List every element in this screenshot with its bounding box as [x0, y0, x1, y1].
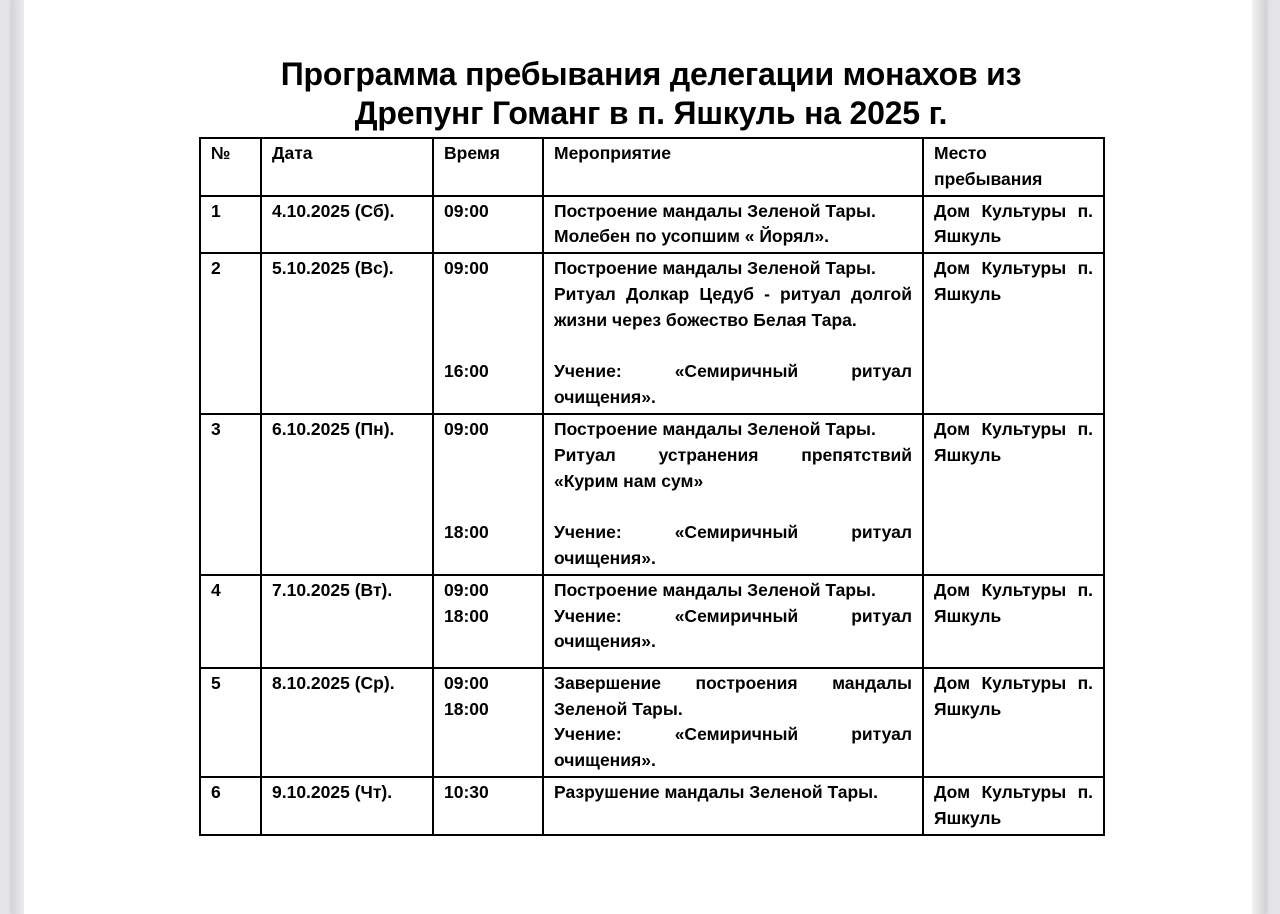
cell-event: Разрушение мандалы Зеленой Тары.	[543, 777, 923, 835]
document-title	[12, 55, 1280, 133]
cell-date: 6.10.2025 (Пн).	[261, 414, 433, 575]
cell-time: 09:00 18:00	[433, 575, 543, 668]
table-row	[200, 777, 1104, 835]
table-row	[200, 575, 1104, 668]
table-header-row	[200, 138, 1104, 196]
header-date: Дата	[261, 138, 433, 196]
page-edge-right	[1252, 0, 1266, 914]
cell-num: 2	[200, 253, 261, 414]
cell-date: 5.10.2025 (Вс).	[261, 253, 433, 414]
table-row	[200, 196, 1104, 254]
table-row	[200, 414, 1104, 575]
cell-num: 5	[200, 668, 261, 777]
cell-place: Дом Культуры п. Яшкуль	[923, 414, 1104, 575]
document-page	[12, 0, 1266, 914]
page-edge-left	[12, 0, 24, 914]
cell-time: 09:00 16:00	[433, 253, 543, 414]
header-time: Время	[433, 138, 543, 196]
cell-event: Построение мандалы Зеленой Тары. Молебен по усопшим « Йорял».	[543, 196, 923, 254]
cell-event: Завершение построения мандалы Зеленой Тары. Учение: «Семиричный ритуал очищения».	[543, 668, 923, 777]
table-row	[200, 668, 1104, 777]
cell-num: 3	[200, 414, 261, 575]
cell-place: Дом Культуры п. Яшкуль	[923, 777, 1104, 835]
cell-date: 4.10.2025 (Сб).	[261, 196, 433, 254]
header-event: Мероприятие	[543, 138, 923, 196]
cell-num: 4	[200, 575, 261, 668]
header-num: №	[200, 138, 261, 196]
cell-time: 10:30	[433, 777, 543, 835]
cell-date: 9.10.2025 (Чт).	[261, 777, 433, 835]
cell-event: Построение мандалы Зеленой Тары. Ритуал устранения препятствий «Курим нам сум» Учение: «Семиричный ритуал очищения».	[543, 414, 923, 575]
title-line-1: Программа пребывания делегации монахов из	[280, 56, 1022, 92]
cell-date: 7.10.2025 (Вт).	[261, 575, 433, 668]
cell-place: Дом Культуры п. Яшкуль	[923, 575, 1104, 668]
cell-place: Дом Культуры п. Яшкуль	[923, 668, 1104, 777]
cell-time: 09:00	[433, 196, 543, 254]
cell-time: 09:00 18:00	[433, 414, 543, 575]
table-row	[200, 253, 1104, 414]
title-line-2: Дрепунг Гоманг в п. Яшкуль на 2025 г.	[354, 95, 948, 131]
header-place: Место пребывания	[923, 138, 1104, 196]
cell-place: Дом Культуры п. Яшкуль	[923, 253, 1104, 414]
cell-event: Построение мандалы Зеленой Тары. Учение: «Семиричный ритуал очищения».	[543, 575, 923, 668]
cell-num: 1	[200, 196, 261, 254]
cell-place: Дом Культуры п. Яшкуль	[923, 196, 1104, 254]
cell-time: 09:00 18:00	[433, 668, 543, 777]
cell-event: Построение мандалы Зеленой Тары. Ритуал Долкар Цедуб - ритуал долгой жизни через божество Белая Тара. Учение: «Семиричный ритуал очищения».	[543, 253, 923, 414]
cell-date: 8.10.2025 (Ср).	[261, 668, 433, 777]
schedule-table	[199, 137, 1105, 836]
cell-num: 6	[200, 777, 261, 835]
